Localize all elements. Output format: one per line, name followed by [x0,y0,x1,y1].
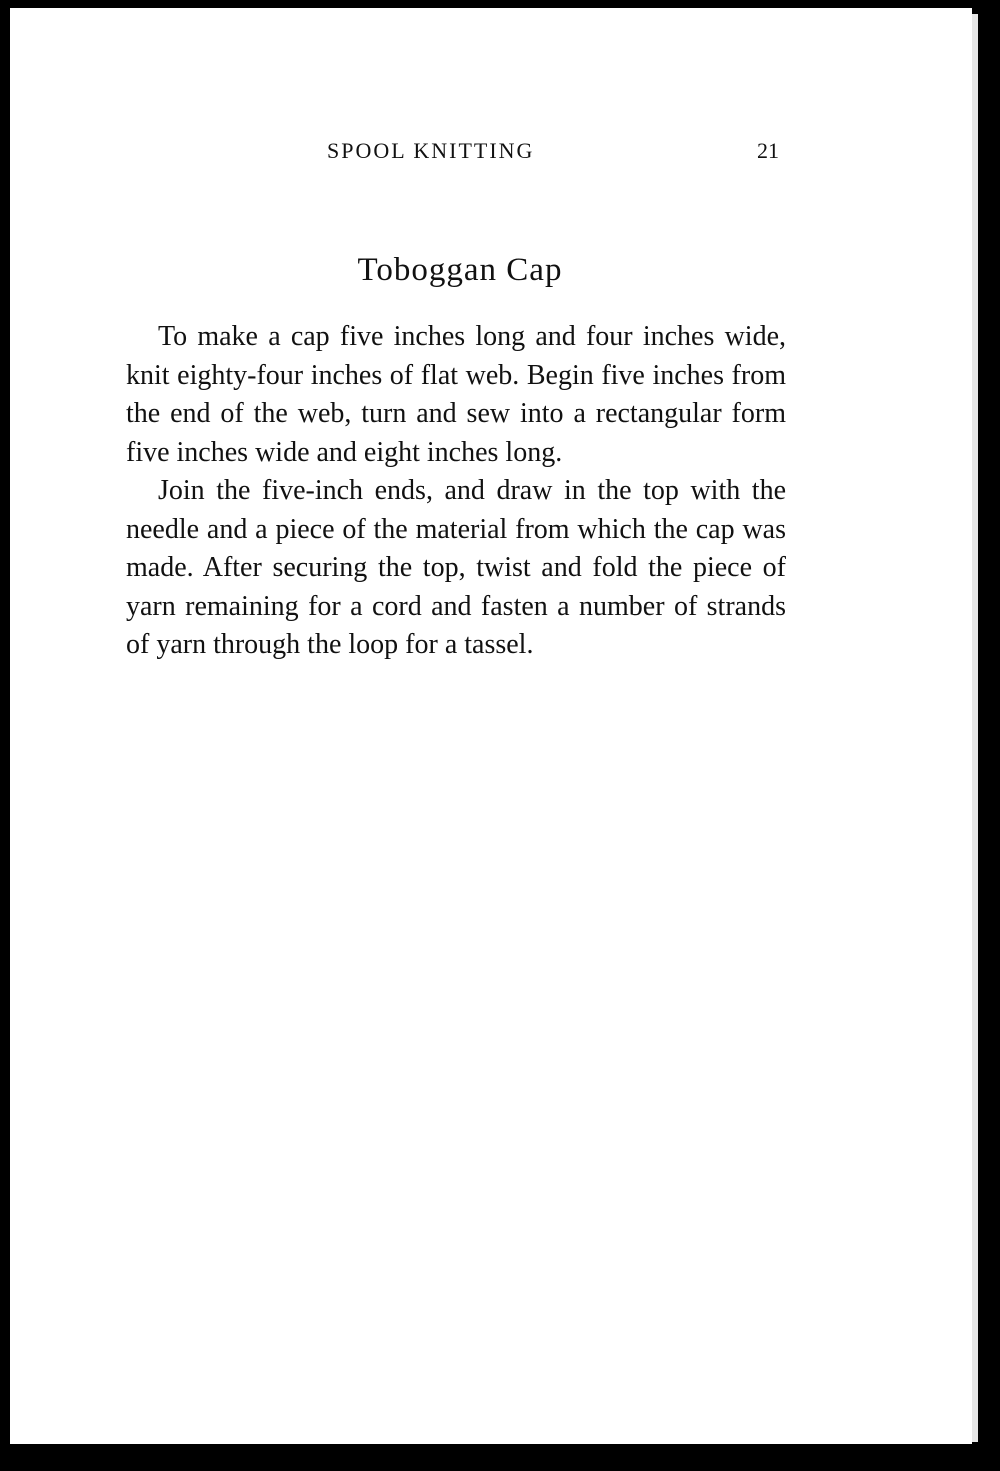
page-number: 21 [757,138,779,163]
running-header [10,138,972,168]
book-page [10,8,972,1444]
paragraph-instructions: To make a cap five inches long and four inches wide, knit eighty-four inches of flat web. Begin five inches from the end of the web, turn and sew into a rectangular form five inches wide and eight inches long. [126,321,786,468]
section-title: Toboggan Cap [357,252,563,288]
body-text [126,318,786,665]
paragraph-finishing: Join the five-inch ends, and draw in the top with the needle and a piece of the material from which the cap was made. After securing the top, twist and fold the piece of yarn remaining for a cord and fasten a number of strands of yarn through the loop for a tassel. [126,475,786,660]
page-edge-shadow [972,14,978,1442]
running-title: SPOOL KNITTING [327,138,535,163]
